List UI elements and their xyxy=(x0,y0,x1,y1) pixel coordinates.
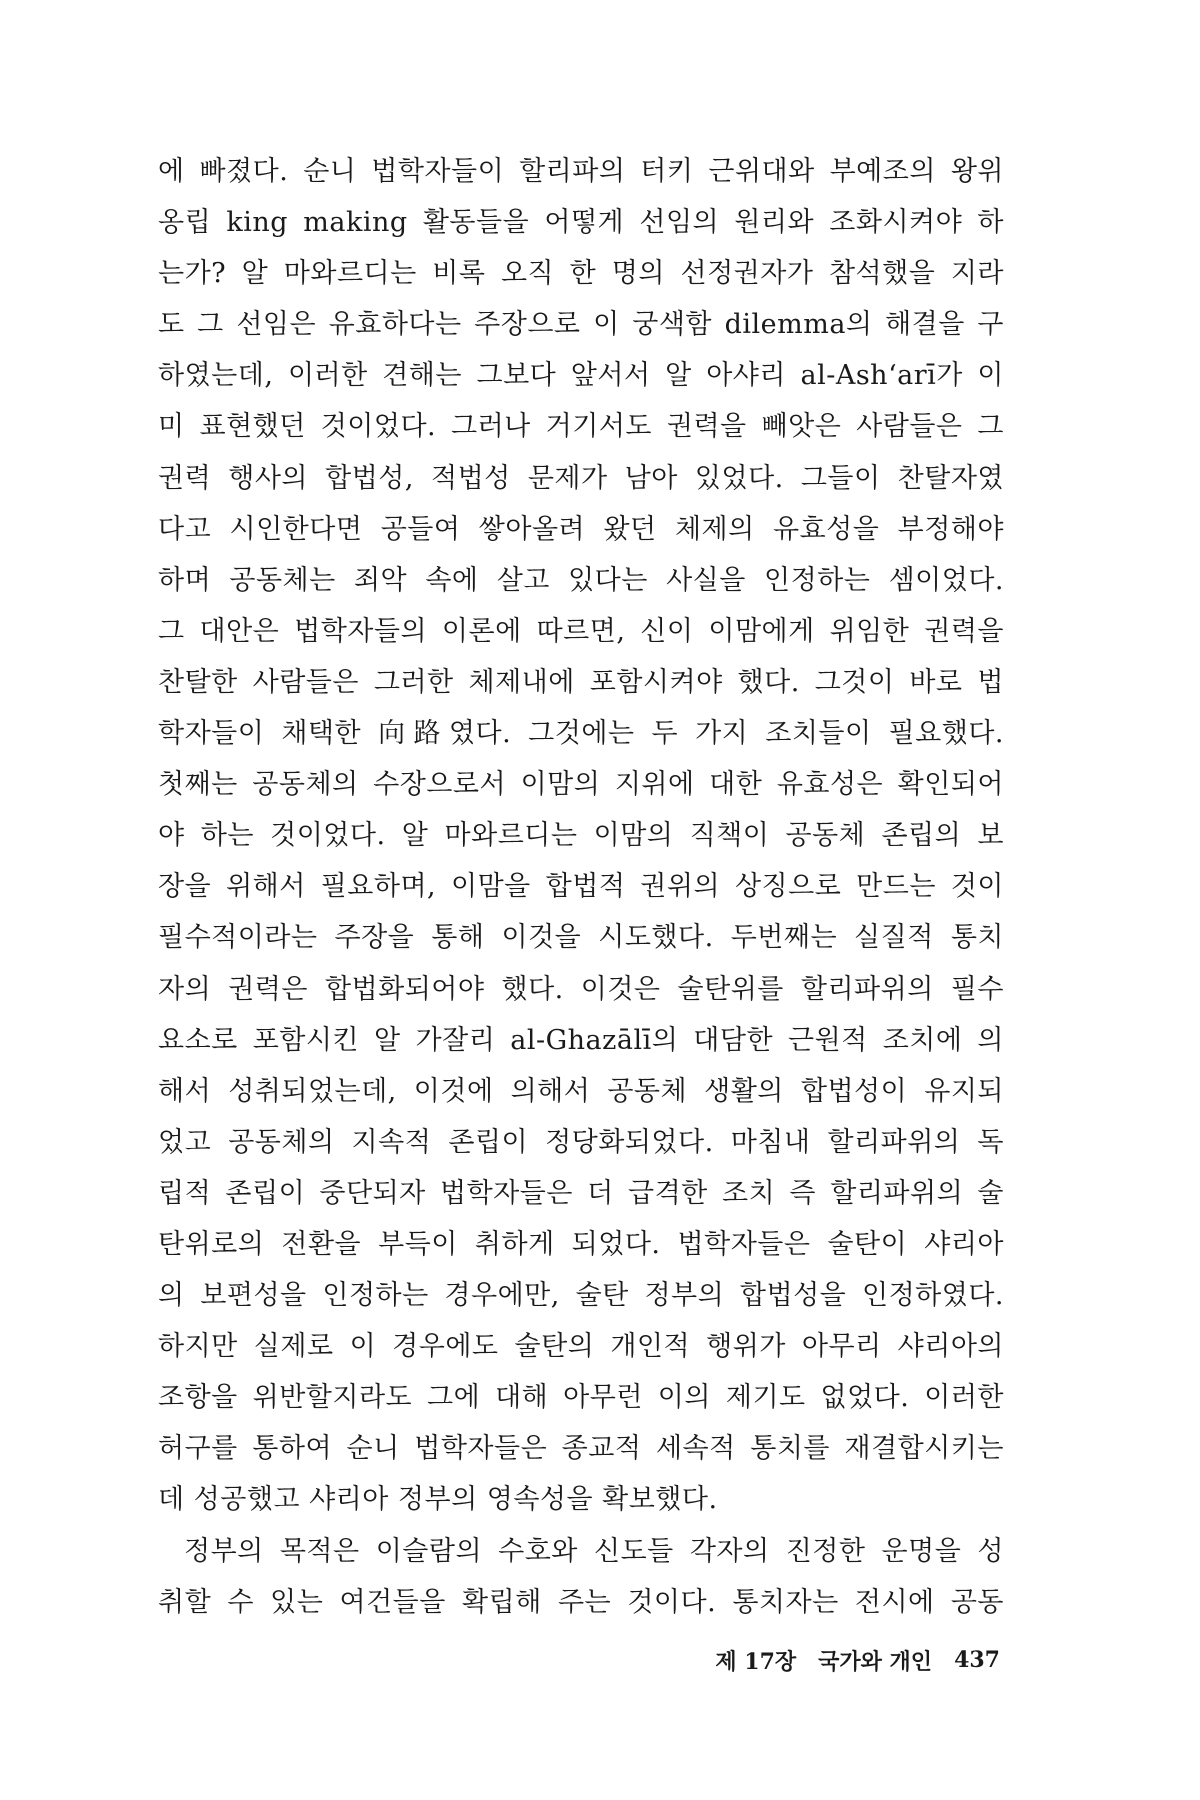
text-line: 야 하는 것이었다. 알 마와르디는 이맘의 직책이 공동체 존립의 보 xyxy=(158,820,1004,852)
text-line: 허구를 통하여 순니 법학자들은 종교적 세속적 통치를 재결합시키는 xyxy=(158,1433,1004,1465)
text-line: 하였는데, 이러한 견해는 그보다 앞서서 알 아샤리 al-Ash‘arī가 이 xyxy=(158,360,1004,392)
text-line: 옹립 king making 활동들을 어떻게 선임의 원리와 조화시켜야 하 xyxy=(158,207,1004,239)
text-line: 권력 행사의 합법성, 적법성 문제가 남아 있었다. 그들이 찬탈자였 xyxy=(158,462,1004,494)
text-line: 다고 시인한다면 공들여 쌓아올려 왔던 체제의 유효성을 부정해야 xyxy=(158,513,1004,545)
text-line: 취할 수 있는 여건들을 확립해 주는 것이다. 통치자는 전시에 공동 xyxy=(158,1586,1004,1618)
text-line: 요소로 포함시킨 알 가잘리 al-Ghazālī의 대담한 근원적 조치에 의 xyxy=(158,1024,1004,1056)
text-line: 에 빠졌다. 순니 법학자들이 할리파의 터키 근위대와 부예조의 왕위 xyxy=(158,156,1004,187)
text-line: 하며 공동체는 죄악 속에 살고 있다는 사실을 인정하는 셈이었다. xyxy=(158,564,1004,596)
text-line: 탄위로의 전환을 부득이 취하게 되었다. 법학자들은 술탄이 샤리아 xyxy=(158,1228,1004,1260)
text-line: 는가? 알 마와르디는 비록 오직 한 명의 선정권자가 참석했을 지라 xyxy=(158,258,1004,290)
text-line: 조항을 위반할지라도 그에 대해 아무런 이의 제기도 없었다. 이러한 xyxy=(158,1382,1004,1414)
text-line: 학자들이 채택한 向路였다. 그것에는 두 가지 조치들이 필요했다. xyxy=(158,718,1004,750)
text-line: 장을 위해서 필요하며, 이맘을 합법적 권위의 상징으로 만드는 것이 xyxy=(158,871,1004,903)
page-footer xyxy=(600,1640,1000,1680)
text-line: 도 그 선임은 유효하다는 주장으로 이 궁색함 dilemma의 해결을 구 xyxy=(158,309,1004,341)
text-line: 그 대안은 법학자들의 이론에 따르면, 신이 이맘에게 위임한 권력을 xyxy=(158,615,1004,647)
text-line: 첫째는 공동체의 수장으로서 이맘의 지위에 대한 유효성은 확인되어 xyxy=(158,769,1004,801)
text-line: 었고 공동체의 지속적 존립이 정당화되었다. 마침내 할리파위의 독 xyxy=(158,1126,1004,1158)
chapter-label: 제 17장 xyxy=(715,1648,797,1675)
text-line-paragraph-start: 정부의 목적은 이슬람의 수호와 신도들 각자의 진정한 운명을 성 xyxy=(184,1535,1004,1567)
body-text xyxy=(158,146,1004,1628)
text-line: 자의 권력은 합법화되어야 했다. 이것은 술탄위를 할리파위의 필수 xyxy=(158,973,1004,1005)
text-line: 해서 성취되었는데, 이것에 의해서 공동체 생활의 합법성이 유지되 xyxy=(158,1075,1004,1107)
text-line: 립적 존립이 중단되자 법학자들은 더 급격한 조치 즉 할리파위의 술 xyxy=(158,1177,1004,1209)
text-line: 필수적이라는 주장을 통해 이것을 시도했다. 두번째는 실질적 통치 xyxy=(158,922,1004,954)
page-number: 437 xyxy=(954,1647,1000,1673)
text-line: 찬탈한 사람들은 그러한 체제내에 포함시켜야 했다. 그것이 바로 법 xyxy=(158,666,1004,698)
text-line: 하지만 실제로 이 경우에도 술탄의 개인적 행위가 아무리 샤리아의 xyxy=(158,1331,1004,1363)
chapter-title: 국가와 개인 xyxy=(818,1648,933,1675)
text-line-paragraph-end: 데 성공했고 샤리아 정부의 영속성을 확보했다. xyxy=(158,1484,718,1516)
text-line: 의 보편성을 인정하는 경우에만, 술탄 정부의 합법성을 인정하였다. xyxy=(158,1280,1004,1312)
text-line: 미 표현했던 것이었다. 그러나 거기서도 권력을 빼앗은 사람들은 그 xyxy=(158,411,1004,443)
